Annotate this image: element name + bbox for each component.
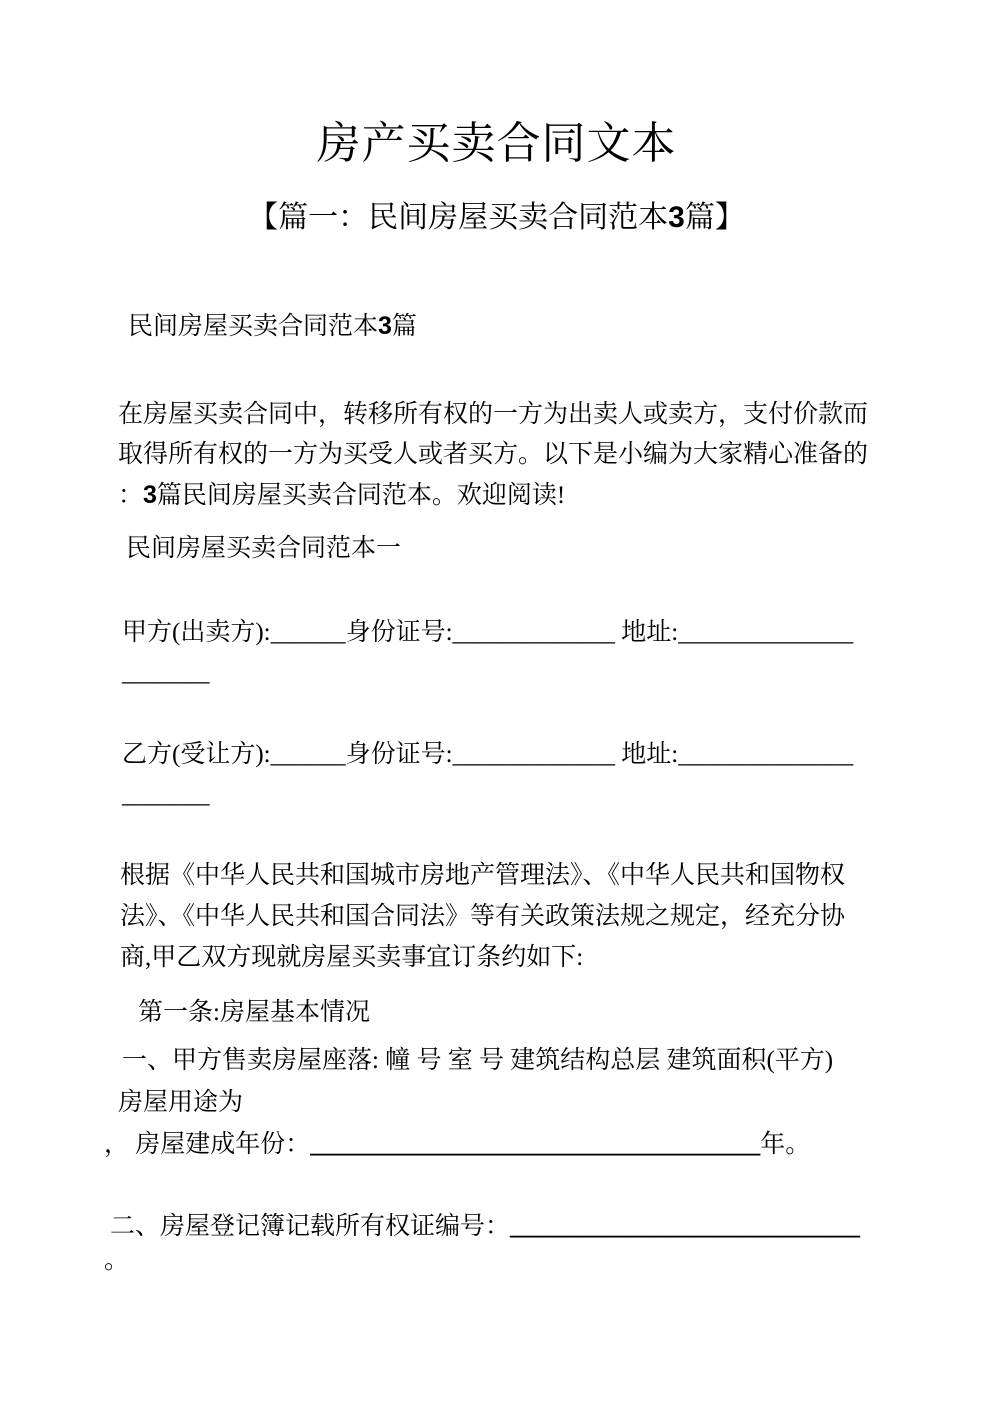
subtitle-count: 3 [668, 201, 685, 234]
section-heading-post: 篇 [391, 313, 417, 340]
clause-one-line-2: 房屋用途为 [118, 1089, 244, 1116]
intro-line-3-post: 篇民间房屋买卖合同范本。欢迎阅读! [156, 482, 566, 509]
section-heading [128, 306, 417, 342]
section-heading-count: 3 [378, 312, 392, 340]
intro-paragraph [118, 395, 868, 516]
legal-basis-paragraph [120, 855, 845, 978]
section-heading-pre: 民间房屋买卖合同范本 [128, 313, 379, 340]
clause-one-line-1: 一、甲方售卖房屋座落: 幢 号 室 号 建筑结构总层 建筑面积(平方) [122, 1047, 834, 1074]
subtitle-text-post: 篇】 [684, 201, 745, 234]
legal-basis-line-1: 根据《中华人民共和国城市房地产管理法》、《中华人民共和国物权 [120, 862, 846, 889]
intro-line-1: 在房屋买卖合同中，转移所有权的一方为出卖人或卖方，支付价款而 [118, 401, 869, 428]
sample-one-heading: 民间房屋买卖合同范本一 [126, 535, 402, 562]
party-a-line: 甲方(出卖方):______身份证号:_____________ 地址:______________ [122, 619, 854, 646]
document-subtitle [0, 200, 993, 236]
clause-two-label: 二、房屋登记簿记载所有权证编号： [110, 1213, 511, 1240]
legal-basis-line-3: 商,甲乙双方现就房屋买卖事宜订条约如下: [120, 944, 584, 971]
party-a-blank-continuation: _______ [122, 659, 210, 686]
document-title: 房产买卖合同文本 [316, 119, 677, 168]
clause-one-line-3 [104, 1124, 833, 1166]
intro-line-3 [118, 475, 868, 516]
clause-two-closing-period: 。 [104, 1247, 130, 1274]
clause-two-cert-number-blank: ____________________________ [510, 1213, 861, 1240]
subtitle-text-pre: 【篇一：民间房屋买卖合同范本 [248, 201, 669, 234]
clause-one-line-3-suffix: 年。 [760, 1131, 811, 1158]
party-b-line: 乙方(受让方):______身份证号:_____________ 地址:______________ [122, 741, 854, 768]
clause-one-block [104, 1040, 834, 1166]
intro-line-2: 取得所有权的一方为买受人或者买方。以下是小编为大家精心准备的 [118, 441, 869, 468]
clause-one-line-3-label: ， 房屋建成年份： [104, 1131, 311, 1158]
party-a-block [122, 613, 853, 693]
party-b-blank-continuation: _______ [122, 781, 210, 808]
clause-one-year-blank: ____________________________________ [310, 1131, 761, 1158]
intro-line-3-count: 3 [143, 481, 157, 509]
clause-two-block [110, 1206, 860, 1242]
legal-basis-line-2: 法》、《中华人民共和国合同法》等有关政策法规之规定，经充分协 [120, 903, 846, 930]
party-b-block [122, 735, 853, 815]
article-one-heading: 第一条:房屋基本情况 [138, 999, 370, 1026]
intro-line-3-pre: ： [118, 482, 144, 509]
